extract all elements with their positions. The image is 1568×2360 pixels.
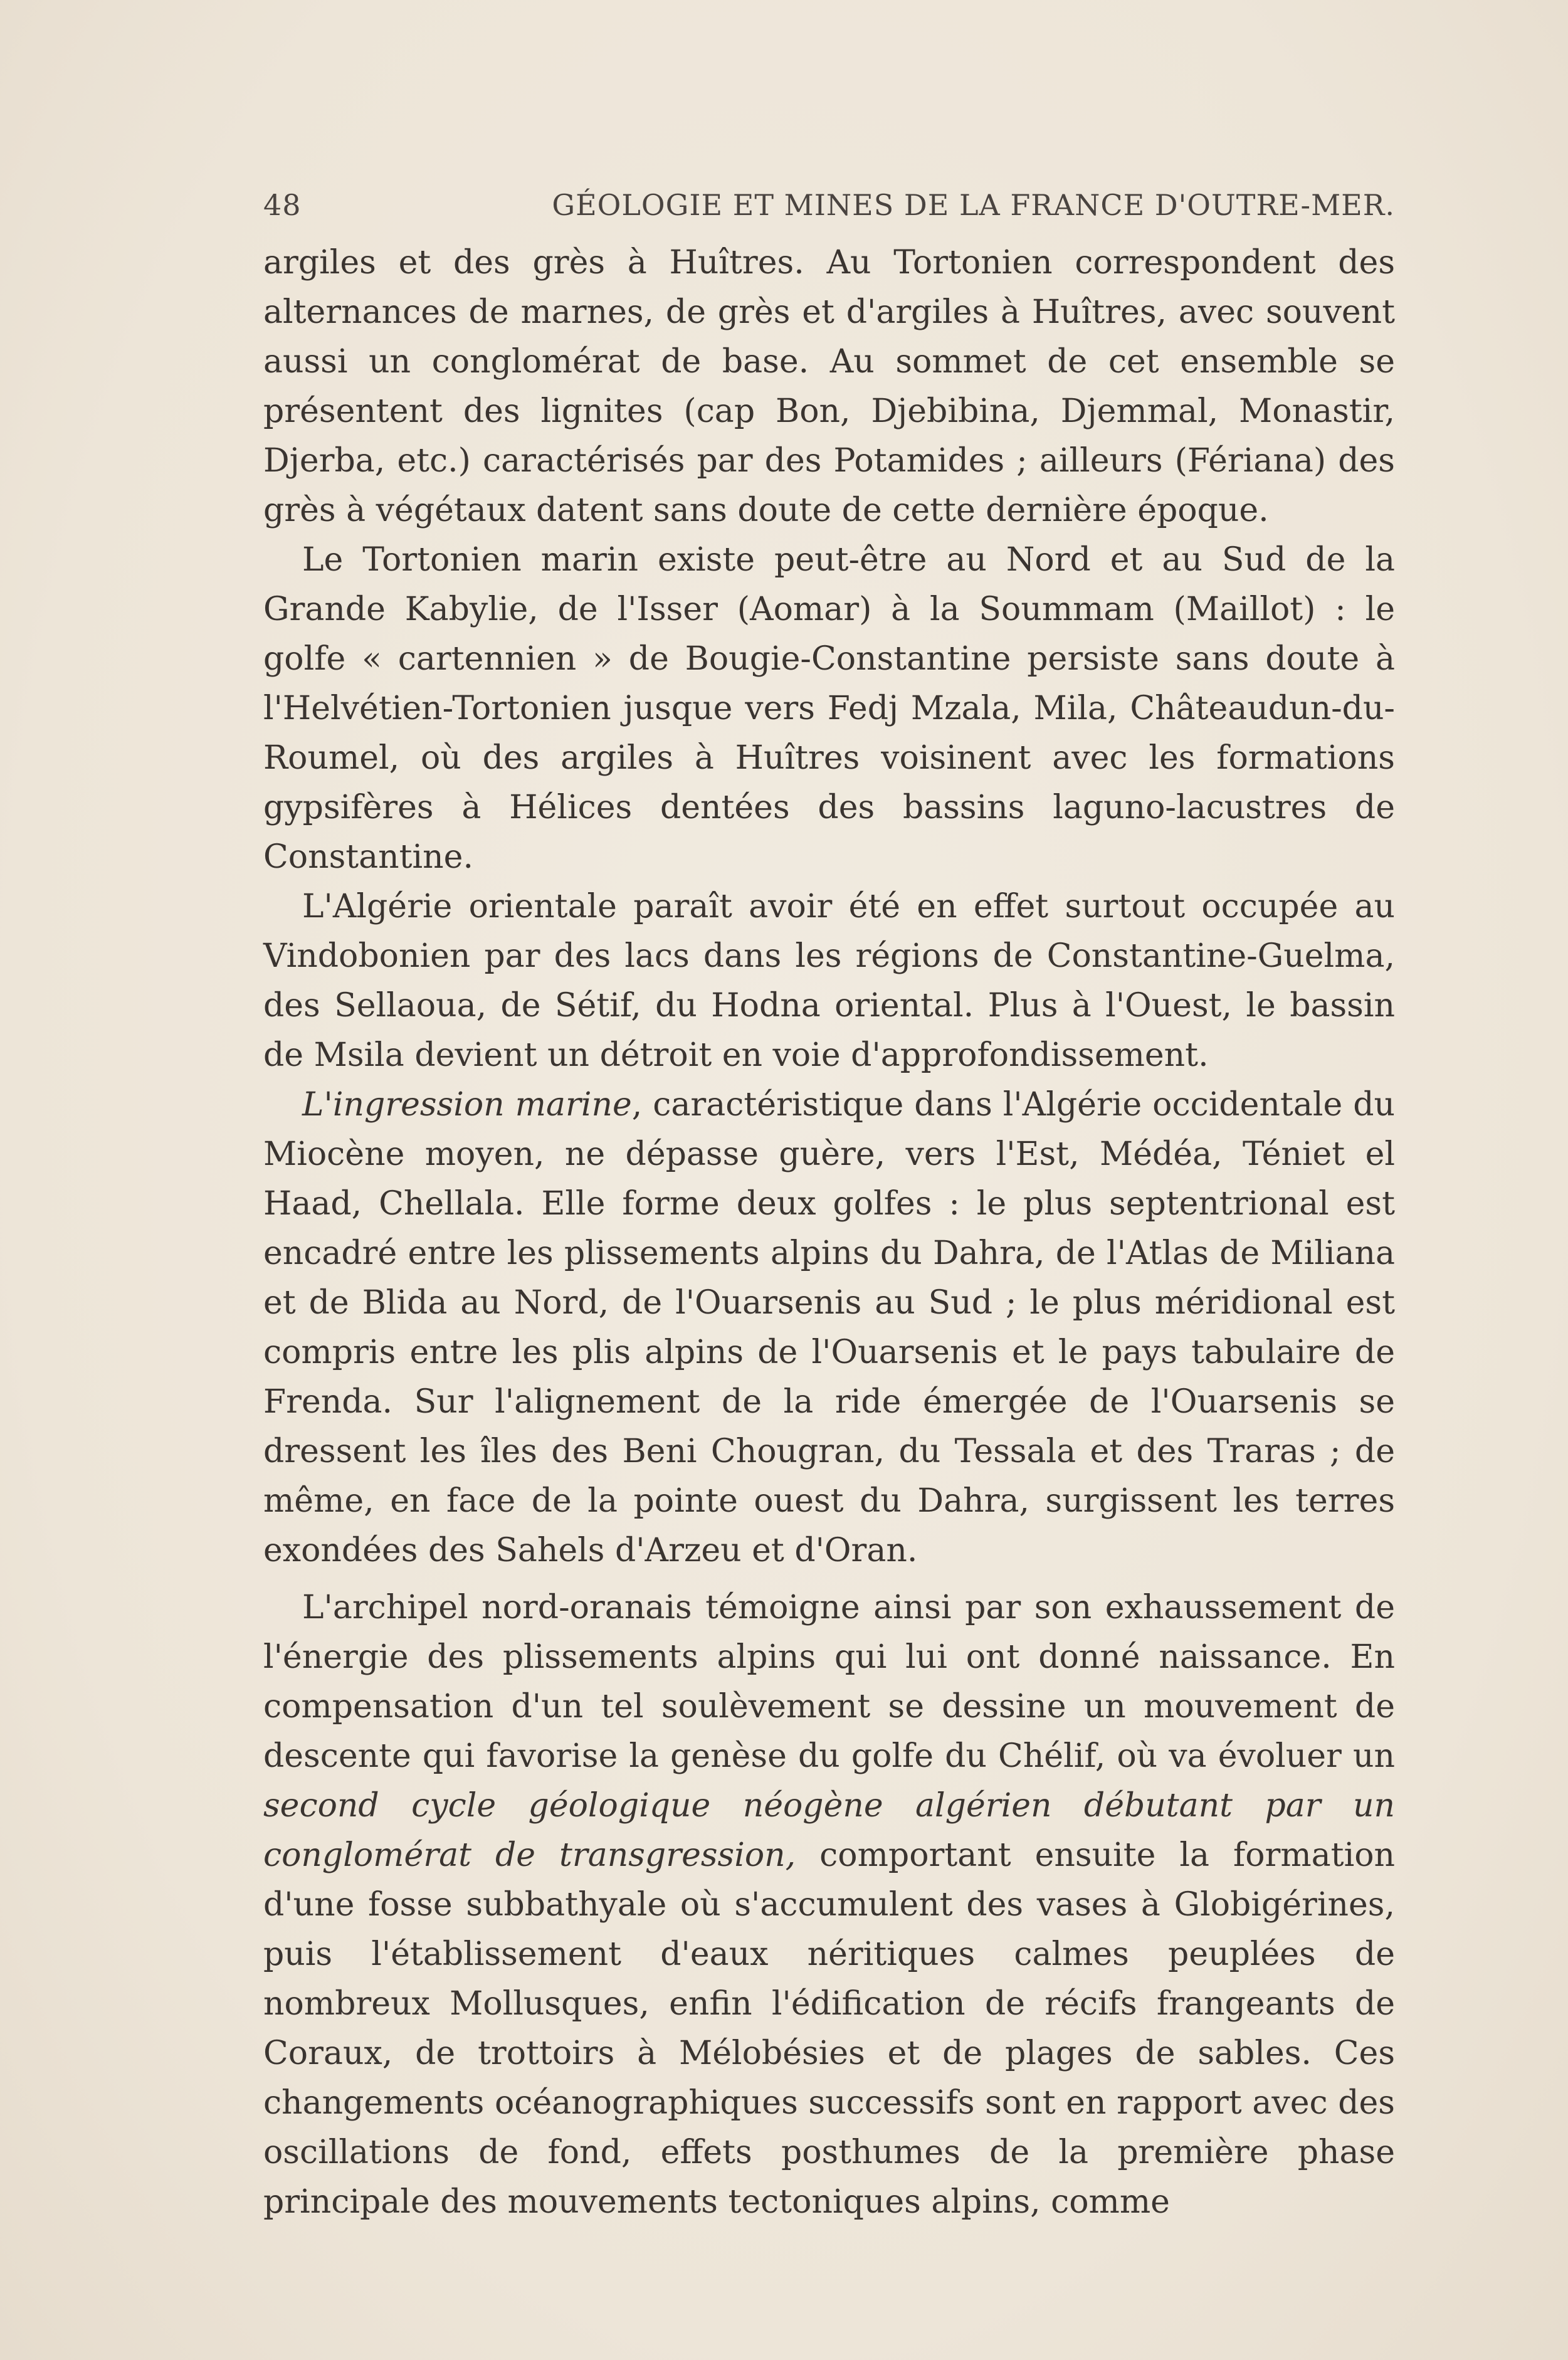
paragraph-5-text-rest: comportant ensuite la formation d'une fosse subbathyale où s'accumulent des vases à Globigérines, puis l'établissement d'eaux néritiques calmes peuplées de nombreux Mollusques, enfin l'édification de récifs frangeants de Coraux, de trottoirs à Mélobésies et de plages de sables. Ces changements océanographiques successifs sont en rapport avec des oscillations de fond, effets posthumes de la première phase principale des mouvements tectoniques alpins, comme xyxy=(263,1836,1395,2221)
paragraph-1: argiles et des grès à Huîtres. Au Tortonien correspondent des alternances de marnes, de grès et d'argiles à Huîtres, avec souvent aussi un conglomérat de base. Au sommet de cet ensemble se présentent des lignites (cap Bon, Djebibina, Djemmal, Monastir, Djerba, etc.) caractérisés par des Potamides ; ailleurs (Fériana) des grès à végétaux datent sans doute de cette dernière époque. xyxy=(263,244,1395,529)
body-text xyxy=(263,238,1395,2227)
page-number: 48 xyxy=(263,188,302,222)
paragraph-4 xyxy=(263,1080,1395,1576)
paragraph-2: Le Tortonien marin existe peut-être au Nord et au Sud de la Grande Kabylie, de l'Isser (Aomar) à la Soummam (Maillot) : le golfe « cartennien » de Bougie-Constantine persiste sans doute à l'Helvétien-Tortonien jusque vers Fedj Mzala, Mila, Châteaudun-du-Roumel, où des argiles à Huîtres voisinent avec les formations gypsifères à Hélices dentées des bassins laguno-lacustres de Constantine. xyxy=(263,541,1395,876)
paragraph-3: L'Algérie orientale paraît avoir été en effet surtout occupée au Vindobonien par des lacs dans les régions de Constantine-Guelma, des Sellaoua, de Sétif, du Hodna oriental. Plus à l'Ouest, le bassin de Msila devient un détroit en voie d'approfondissement. xyxy=(263,888,1395,1074)
paragraph-5 xyxy=(263,1583,1395,2227)
paragraph-5-text-start: L'archipel nord-oranais témoigne ainsi par son exhaussement de l'énergie des plissements alpins qui lui ont donné naissance. En compensation d'un tel soulèvement se dessine un mouvement de descente qui favorise la genèse du golfe du Chélif, où va évoluer un xyxy=(263,1589,1395,1775)
paragraph-4-italic-lead: L'ingression marine xyxy=(302,1086,632,1124)
page-header xyxy=(263,188,1395,238)
text-block xyxy=(263,188,1395,2227)
running-title: GÉOLOGIE ET MINES DE LA FRANCE D'OUTRE-MER. xyxy=(552,188,1395,222)
paragraph-5-italic: second cycle géologique néogène algérien débutant par un conglomérat de transgression, xyxy=(263,1787,1395,1874)
paragraph-4-text: , caractéristique dans l'Algérie occidentale du Miocène moyen, ne dépasse guère, vers l'Est, Médéa, Téniet el Haad, Chellala. Elle forme deux golfes : le plus septentrional est encadré entre les plissements alpins du Dahra, de l'Atlas de Miliana et de Blida au Nord, de l'Ouarsenis au Sud ; le plus méridional est compris entre les plis alpins de l'Ouarsenis et le pays tabulaire de Frenda. Sur l'alignement de la ride émergée de l'Ouarsenis se dressent les îles des Beni Chougran, du Tessala et des Traras ; de même, en face de la pointe ouest du Dahra, surgissent les terres exondées des Sahels d'Arzeu et d'Oran. xyxy=(263,1086,1395,1569)
